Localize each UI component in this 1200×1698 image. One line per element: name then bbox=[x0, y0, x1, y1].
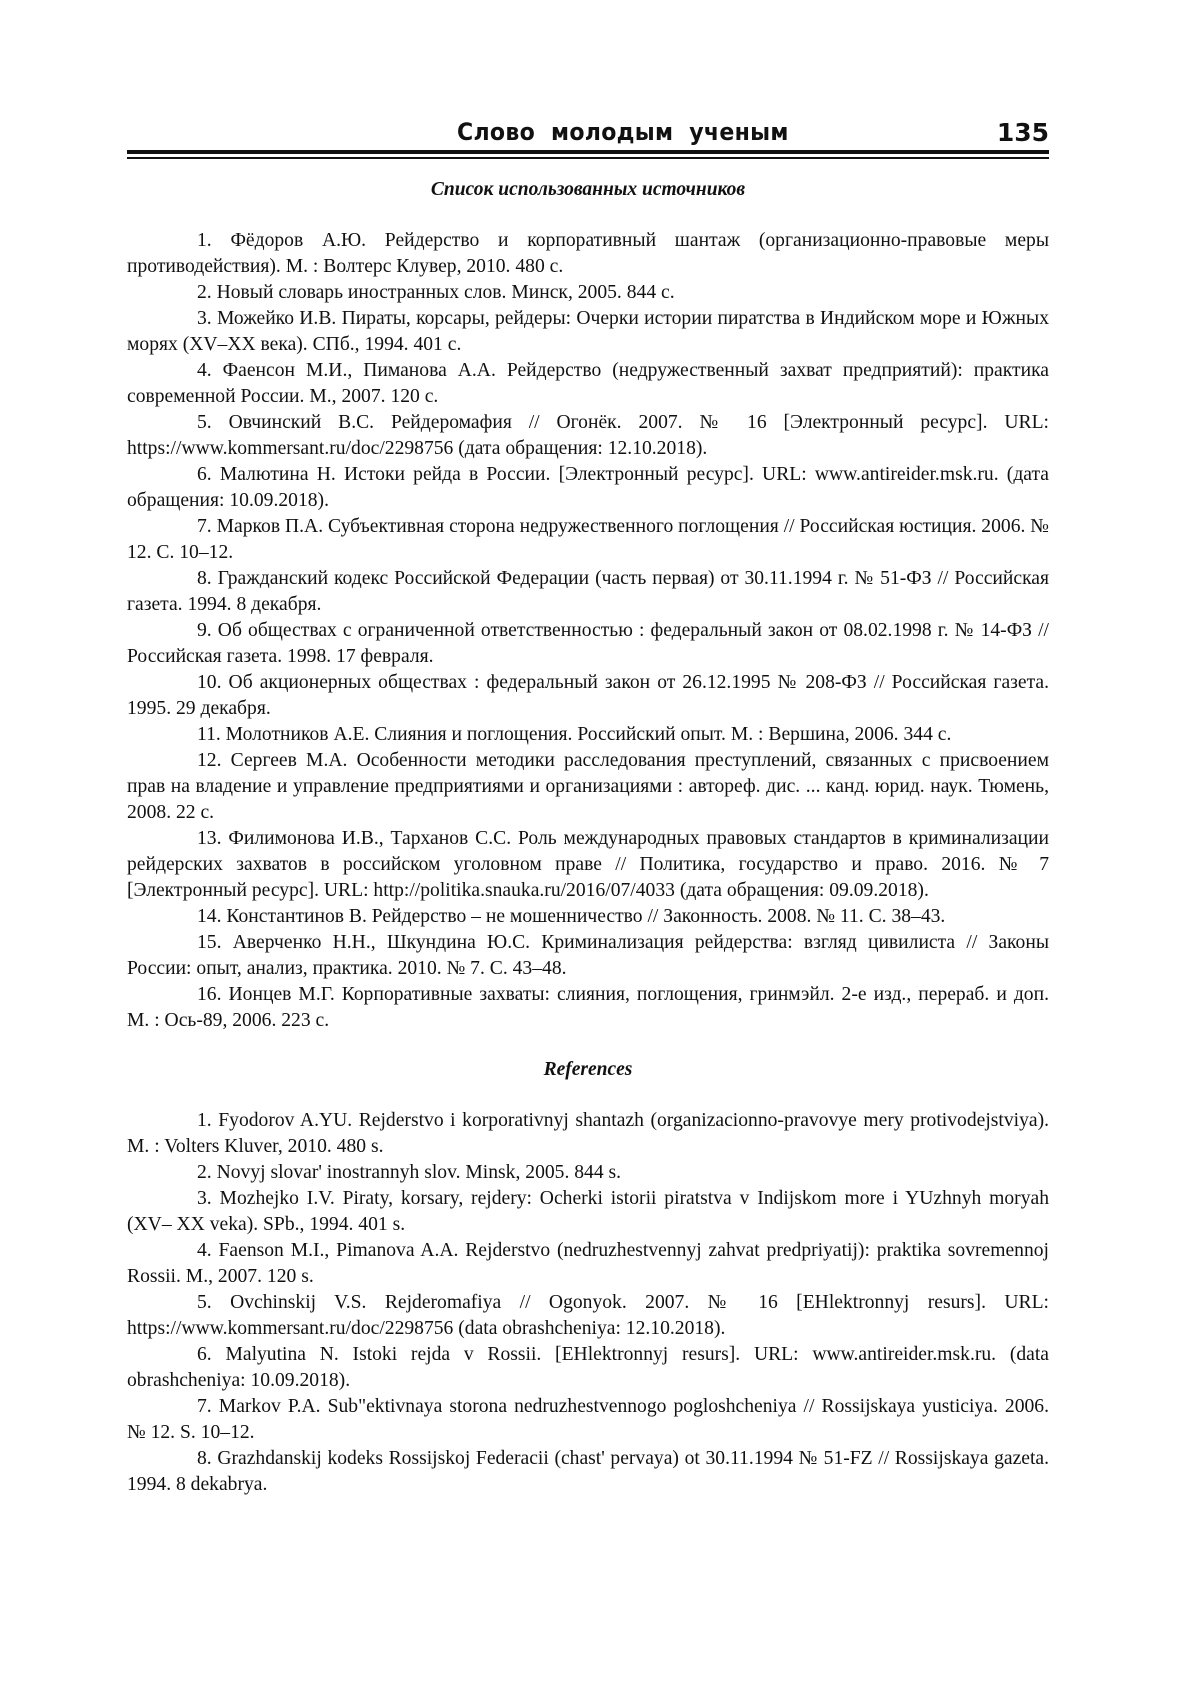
references-list bbox=[127, 1108, 1049, 1498]
page-number: 135 bbox=[996, 118, 1049, 147]
reference-entry: 5. Ovchinskij V.S. Rejderomafiya // Ogonyok. 2007. № 16 [EHlektronnyj resurs]. URL: https://www.kommersant.ru/doc/2298756 (data obrashcheniya: 12.10.2018). bbox=[127, 1292, 1049, 1339]
source-entry: 5. Овчинский В.С. Рейдеромафия // Огонёк. 2007. № 16 [Электронный ресурс]. URL: https://www.kommersant.ru/doc/2298756 (дата обращения: 12.10.2018). bbox=[127, 412, 1049, 459]
source-entry: 13. Филимонова И.В., Тарханов С.С. Роль международных правовых стандартов в криминализации рейдерских захватов в российском уголовном праве // Политика, государство и право. 2016. № 7 [Электронный ресурс]. URL: http://politika.snauka.ru/2016/07/4033 (дата обращения: 09.09.2018). bbox=[127, 828, 1049, 901]
source-entry: 7. Марков П.А. Субъективная сторона недружественного поглощения // Российская юстиция. 2006. № 12. С. 10–12. bbox=[127, 516, 1049, 563]
source-entry: 6. Малютина Н. Истоки рейда в России. [Электронный ресурс]. URL: www.antireider.msk.ru. (дата обращения: 10.09.2018). bbox=[127, 464, 1049, 511]
source-entry: 14. Константинов В. Рейдерство – не мошенничество // Законность. 2008. № 11. С. 38–43. bbox=[197, 906, 946, 927]
source-entry: 1. Фёдоров А.Ю. Рейдерство и корпоративный шантаж (организационно-правовые меры противодействия). М. : Волтерс Клувер, 2010. 480 с. bbox=[127, 230, 1049, 277]
reference-entry: 1. Fyodorov A.YU. Rejderstvo i korporativnyj shantazh (organizacionno-pravovye mery protivodejstviya). M. : Volters Kluver, 2010. 480 s. bbox=[127, 1110, 1049, 1157]
reference-entry: 8. Grazhdanskij kodeks Rossijskoj Federacii (chast' pervaya) ot 30.11.1994 № 51-FZ // Rossijskaya gazeta. 1994. 8 dekabrya. bbox=[127, 1448, 1049, 1495]
document-page bbox=[127, 118, 1049, 1498]
source-entry: 16. Ионцев М.Г. Корпоративные захваты: слияния, поглощения, гринмэйл. 2-е изд., перераб. и доп. М. : Ось-89, 2006. 223 с. bbox=[127, 984, 1049, 1031]
reference-entry: 7. Markov P.A. Sub"ektivnaya storona nedruzhestvennogo pogloshcheniya // Rossijskaya yusticiya. 2006. № 12. S. 10–12. bbox=[127, 1396, 1049, 1443]
source-entry: 2. Новый словарь иностранных слов. Минск, 2005. 844 с. bbox=[197, 282, 675, 303]
source-entry: 11. Молотников А.Е. Слияния и поглощения. Российский опыт. М. : Вершина, 2006. 344 с. bbox=[197, 724, 952, 745]
source-entry: 12. Сергеев М.А. Особенности методики расследования преступлений, связанных с присвоением прав на владение и управление предприятиями и организациями : автореф. дис. ... канд. юрид. наук. Тюмень, 2008. 22 с. bbox=[127, 750, 1049, 823]
reference-entry: 2. Novyj slovar' inostrannyh slov. Minsk, 2005. 844 s. bbox=[197, 1162, 622, 1183]
sources-heading: Список использованных источников bbox=[430, 179, 746, 200]
running-header-title: Слово молодым ученым bbox=[457, 118, 789, 146]
running-header bbox=[127, 118, 1049, 154]
source-entry: 9. Об обществах с ограниченной ответственностью : федеральный закон от 08.02.1998 г. № 14-ФЗ // Российская газета. 1998. 17 февраля. bbox=[127, 620, 1049, 667]
source-entry: 15. Аверченко Н.Н., Шкундина Ю.С. Криминализация рейдерства: взгляд цивилиста // Законы России: опыт, анализ, практика. 2010. № 7. С. 43–48. bbox=[127, 932, 1049, 979]
source-entry: 3. Можейко И.В. Пираты, корсары, рейдеры: Очерки истории пиратства в Индийском море и Южных морях (XV–XX века). СПб., 1994. 401 с. bbox=[127, 308, 1049, 355]
sources-list bbox=[127, 228, 1049, 1034]
header-rule-thick bbox=[127, 150, 1049, 154]
reference-entry: 3. Mozhejko I.V. Piraty, korsary, rejdery: Ocherki istorii piratstva v Indijskom more i YUzhnyh moryah (XV– XX veka). SPb., 1994. 401 s. bbox=[127, 1188, 1049, 1235]
reference-entry: 6. Malyutina N. Istoki rejda v Rossii. [EHlektronnyj resurs]. URL: www.antireider.msk.ru. (data obrashcheniya: 10.09.2018). bbox=[127, 1344, 1049, 1391]
reference-entry: 4. Faenson M.I., Pimanova A.A. Rejderstvo (nedruzhestvennyj zahvat predpriyatij): praktika sovremennoj Rossii. M., 2007. 120 s. bbox=[127, 1240, 1049, 1287]
source-entry: 4. Фаенсон М.И., Пиманова А.А. Рейдерство (недружественный захват предприятий): практика современной России. М., 2007. 120 с. bbox=[127, 360, 1049, 407]
references-heading: References bbox=[543, 1059, 633, 1080]
header-rule-thin bbox=[127, 157, 1049, 159]
source-entry: 8. Гражданский кодекс Российской Федерации (часть первая) от 30.11.1994 г. № 51-ФЗ // Российская газета. 1994. 8 декабря. bbox=[127, 568, 1049, 615]
source-entry: 10. Об акционерных обществах : федеральный закон от 26.12.1995 № 208-ФЗ // Российская газета. 1995. 29 декабря. bbox=[127, 672, 1049, 719]
